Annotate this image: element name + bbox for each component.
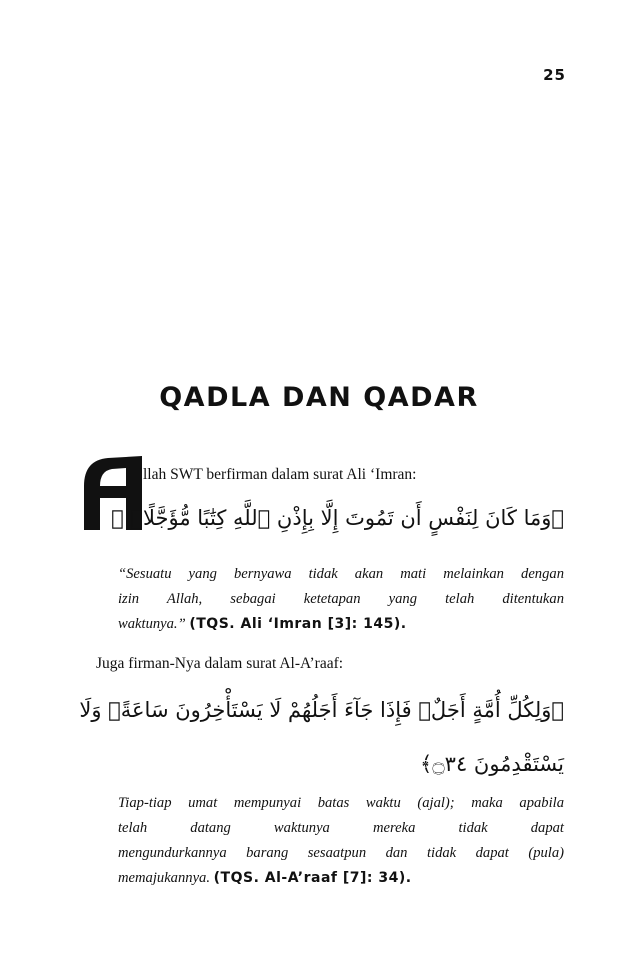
translation-text: memajukannya. (118, 870, 210, 886)
translation-al-araaf (118, 791, 564, 891)
arabic-verse-ali-imran: ﴿وَمَا كَانَ لِنَفْسٍ أَن تَمُوتَ إِلَّا بِإِذْنِ ٱللَّهِ كِتَٰبًا مُّؤَجَّلًاۗ ﴾ (111, 506, 564, 530)
translation-line: Tiap-tiap umat mempunyai batas waktu (ajal); maka apabila (118, 795, 564, 811)
verse-reference: (TQS. Al-A’raaf [7]: 34). (213, 870, 412, 886)
second-paragraph: Juga firman-Nya dalam surat Al-A’raaf: (96, 655, 344, 672)
translation-text: waktunya.” (118, 616, 186, 632)
intro-paragraph: llah SWT berfirman dalam surat Ali ‘Imran: (143, 466, 417, 483)
translation-line (118, 866, 564, 891)
page-number: 25 (543, 66, 566, 84)
translation-line: “Sesuatu yang bernyawa tidak akan mati melainkan dengan (118, 566, 564, 582)
translation-line: mengundurkannya barang sesaatpun dan tidak dapat (pula) (118, 845, 564, 861)
translation-line: izin Allah, sebagai ketetapan yang telah ditentukan (118, 591, 564, 607)
chapter-title: QADLA DAN QADAR (159, 382, 479, 413)
translation-line (118, 612, 564, 637)
verse-reference: (TQS. Ali ‘Imran [3]: 145). (189, 616, 407, 632)
arabic-verse-al-araaf-line1: ﴿وَلِكُلِّ أُمَّةٍ أَجَلٌۖ فَإِذَا جَآءَ أَجَلُهُمْ لَا يَسْتَأْخِرُونَ سَاعَةًۖ وَلَا (79, 698, 564, 722)
translation-line: telah datang waktunya mereka tidak dapat (118, 820, 564, 836)
arabic-verse-al-araaf-line2: يَسْتَقْدِمُونَ ۝٣٤﴾ (420, 752, 564, 776)
translation-ali-imran (118, 562, 564, 637)
